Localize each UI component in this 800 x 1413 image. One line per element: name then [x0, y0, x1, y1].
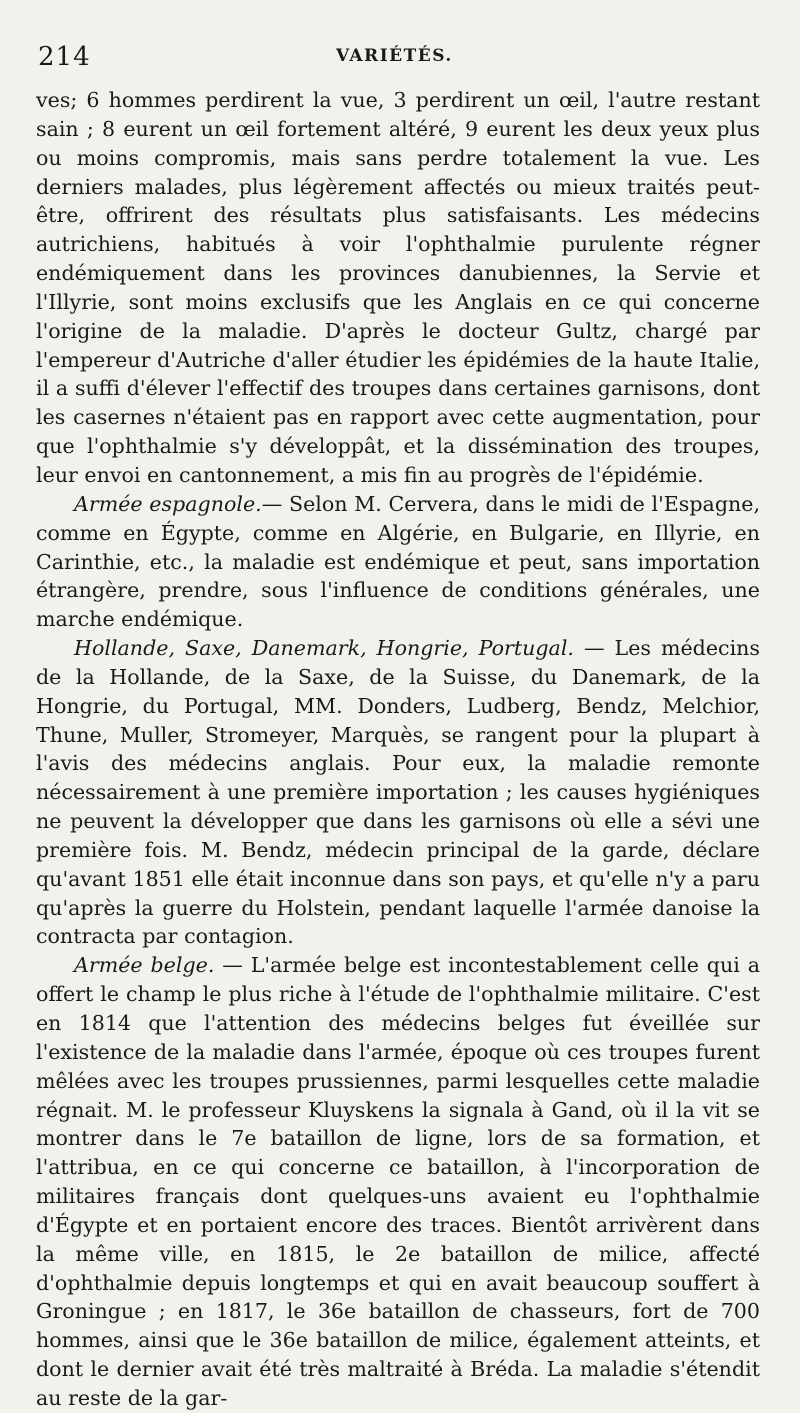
paragraph-text: — Les médecins de la Hollande, de la Saxe, de la Suisse, du Danemark, de la Hongrie, du Portugal, MM. Donders, Ludberg, Bendz, Melchior, Thune, Muller, Stromeyer, Marquès, se rangent pour la plupart à l'avis des médecins anglais. Pour eux, la maladie remonte nécessairement à une première importation ; les causes hygiéniques ne peuvent la développer que dans les garnisons où elle a sévi une première fois. M. Bendz, médecin principal de la garde, déclare qu'avant 1851 elle était inconnue dans son pays, et qu'elle n'y a paru qu'après la guerre du Holstein, pendant laquelle l'armée danoise la contracta par contagion.	[36, 636, 761, 949]
paragraph-text: — Selon M. Cervera, dans le midi de l'Espagne, comme en Égypte, comme en Algérie, en Bulgarie, en Illyrie, en Carinthie, etc., la maladie est endémique et peut, sans importation étrangère, prendre, sous l'influence de conditions générales, une marche endémique.	[36, 491, 760, 632]
running-head: VARIÉTÉS.	[336, 46, 453, 66]
page-header	[36, 36, 760, 76]
paragraph-other-countries	[36, 634, 760, 951]
page-number: 214	[38, 42, 91, 72]
paragraph-spanish-army	[36, 490, 760, 634]
paragraph-text: ves; 6 hommes perdirent la vue, 3 perdirent un œil, l'autre restant sain ; 8 eurent un œil fortement altéré, 9 eurent les deux yeux plus ou moins compromis, mais sans perdre totalement la vue. Les derniers malades, plus légèrement affectés ou mieux traités peut-être, offrirent des résultats plus satisfaisants. Les médecins autrichiens, habitués à voir l'ophthalmie purulente régner endémiquement dans les provinces danubiennes, la Servie et l'Illyrie, sont moins exclusifs que les Anglais en ce qui concerne l'origine de la maladie. D'après le docteur Gultz, chargé par l'empereur d'Autriche d'aller étudier les épidémies de la haute Italie, il a suffi d'élever l'effectif des troupes dans certaines garnisons, dont les casernes n'étaient pas en rapport avec cette augmentation, pour que l'ophthalmie s'y développât, et la dissémination des troupes, leur envoi en cantonnement, a mis fin au progrès de l'épidémie.	[36, 88, 760, 487]
paragraph-lead: Armée espagnole.	[74, 491, 262, 516]
paragraph-austrian-continuation	[36, 86, 760, 490]
paragraph-text: — L'armée belge est incontestablement celle qui a offert le champ le plus riche à l'étude de l'ophthalmie militaire. C'est en 1814 que l'attention des médecins belges fut éveillée sur l'existence de la maladie dans l'armée, époque où ces troupes furent mêlées avec les troupes prussiennes, parmi lesquelles cette maladie régnait. M. le professeur Kluyskens la signala à Gand, où il la vit se montrer dans le 7e bataillon de ligne, lors de sa formation, et l'attribua, en ce qui concerne ce bataillon, à l'incorporation de militaires français dont quelques-uns avaient eu l'ophthalmie d'Égypte et en portaient encore des traces. Bientôt arrivèrent dans la même ville, en 1815, le 2e bataillon de milice, affecté d'ophthalmie depuis longtemps et qui en avait beaucoup souffert à Groningue ; en 1817, le 36e bataillon de chasseurs, fort de 700 hommes, ainsi que le 36e bataillon de milice, également atteints, et dont le dernier avait été très maltraité à Bréda. La maladie s'étendit au reste de la gar-	[36, 953, 760, 1410]
paragraph-belgian-army	[36, 951, 760, 1413]
body-text	[36, 86, 760, 1413]
paragraph-lead: Armée belge.	[74, 953, 215, 978]
paragraph-lead: Hollande, Saxe, Danemark, Hongrie, Portugal.	[74, 636, 574, 661]
